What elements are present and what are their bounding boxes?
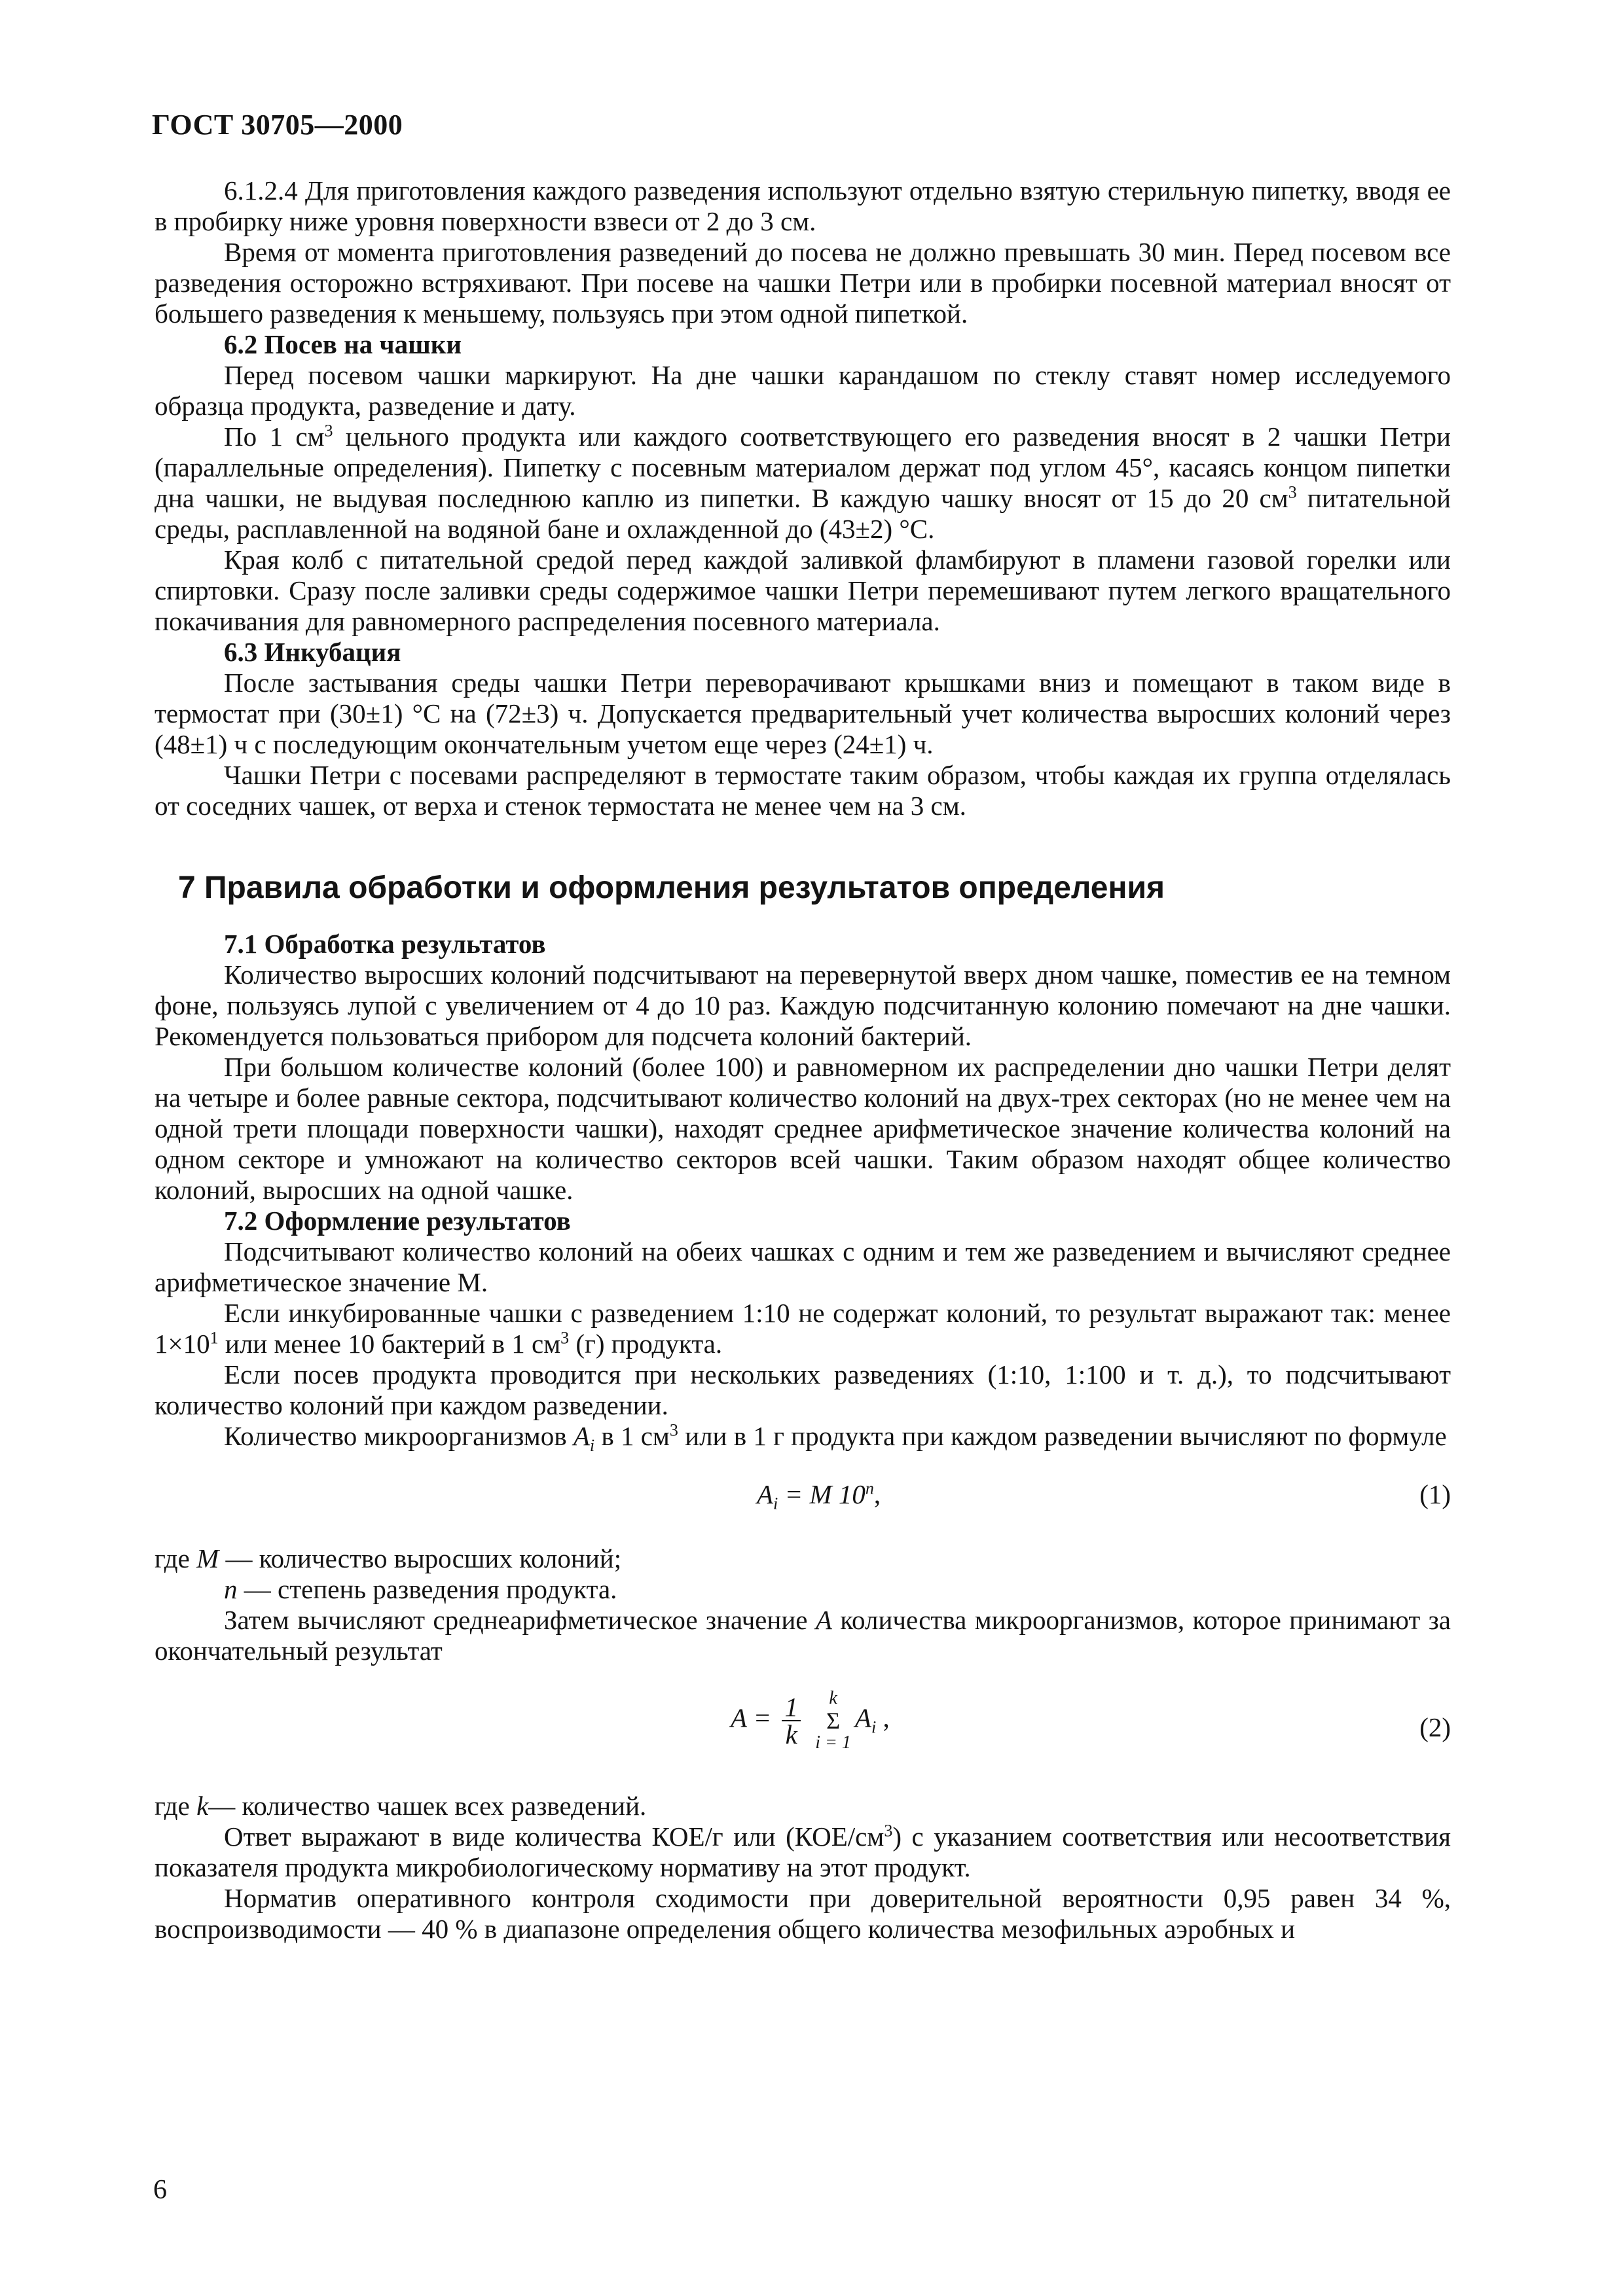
paragraph: Количество микроорганизмов $A_i$ в 1 $см^3$ или в 1 г продукта при каждом разведении вычисляют по формуле [224, 1420, 1447, 1456]
document-body [155, 175, 1451, 1945]
formula-2-expression: A = $\frac{1}{k}$ k Σ i = 1 $A_i$ , [731, 1688, 890, 1753]
paragraph: Если инкубированные чашки с разведением 1:10 не содержат колоний, то результат выражают так: менее $1\times 10^1$ или менее 10 бактерий в 1 $см^3$ (г) продукта. [155, 1298, 1451, 1359]
paragraph: Если посев продукта проводится при нескольких разведениях (1:10, 1:100 и т. д.), то подсчитывают количество колоний при каждом разведении. [155, 1359, 1451, 1420]
formula-1-number: (1) [1419, 1479, 1451, 1509]
where-clause: где M — количество выросших колоний; [155, 1543, 622, 1573]
formula-1-expression: $A_i = M$ 10$^n$, [757, 1479, 881, 1514]
subsection-heading-6-3: 6.3 Инкубация [224, 637, 401, 667]
page-number: 6 [153, 2175, 167, 2205]
where-clause: n — степень разведения продукта. [224, 1574, 617, 1604]
paragraph: Затем вычисляют среднеарифметическое значение A количества микроорганизмов, которое принимают за окончательный результат [155, 1605, 1451, 1666]
formula-2 [155, 1679, 1451, 1778]
paragraph: Чашки Петри с посевами распределяют в термостате таким образом, чтобы каждая их группа отделялась от соседних чашек, от верха и стенок термостата не менее чем на 3 см. [155, 760, 1451, 821]
standard-code: ГОСТ 30705—2000 [152, 109, 403, 141]
formula-2-number: (2) [1419, 1712, 1451, 1742]
paragraph: Края колб с питательной средой перед каждой заливкой фламбируют в пламени газовой горелки или спиртовки. Сразу после заливки среды содержимое чашки Петри перемешивают путем легкого вращательного покачивания для равномерного распределения посевного материала. [155, 545, 1451, 636]
subsection-heading-6-2: 6.2 Посев на чашки [224, 329, 462, 359]
paragraph: Ответ выражают в виде количества КОЕ/г или $(КОЕ/см^3)$ с указанием соответствия или несоответствия показателя продукта микробиологическому нормативу на этот продукт. [155, 1821, 1451, 1882]
paragraph: При большом количестве колоний (более 100) и равномерном их распределении дно чашки Петри делят на четыре и более равные сектора, подсчитывают количество колоний на двух-трех секторах (но не менее чем на одной трети площади поверхности чашки), находят среднее арифметическое значение количества колоний на одном секторе и умножают на количество секторов всей чашки. Таким образом находят общее количество колоний, выросших на одной чашке. [155, 1052, 1451, 1205]
paragraph: 6.1.2.4 Для приготовления каждого разведения используют отдельно взятую стерильную пипетку, вводя ее в пробирку ниже уровня поверхности взвеси от 2 до 3 см. [155, 175, 1451, 236]
paragraph: Подсчитывают количество колоний на обеих чашках с одним и тем же разведением и вычисляют среднее арифметическое значение М. [155, 1236, 1451, 1297]
paragraph: Перед посевом чашки маркируют. На дне чашки карандашом по стеклу ставят номер исследуемого образца продукта, разведение и дату. [155, 360, 1451, 421]
paragraph: После застывания среды чашки Петри переворачивают крышками вниз и помещают в таком виде в термостат при (30±1) °С на (72±3) ч. Допускается предварительный учет количества выросших колоний через (48±1) ч с последующим окончательным учетом еще через (24±1) ч. [155, 668, 1451, 759]
fraction: $\frac{1}{k}$ [782, 1694, 801, 1748]
paragraph: Норматив оперативного контроля сходимости при доверительной вероятности 0,95 равен 34 %, воспроизводимости — 40 % в диапазоне определения общего количества мезофильных аэробных и [155, 1883, 1451, 1944]
summation-sign: k Σ i = 1 [815, 1688, 851, 1753]
paragraph: Время от момента приготовления разведений до посева не должно превышать 30 мин. Перед посевом все разведения осторожно встряхивают. При посеве на чашки Петри или в пробирки посевной материал вносят от большего разведения к меньшему, пользуясь при этом одной пипеткой. [155, 237, 1451, 329]
paragraph: По 1 $см^3$ цельного продукта или каждого соответствующего его разведения вносят в 2 чашки Петри (параллельные определения). Пипетку с посевным материалом держат под углом 45°, касаясь концом пипетки дна чашки, не выдувая последнюю каплю из пипетки. В каждую чашку вносят от 15 до 20 $см^3$ питательной среды, расплавленной на водяной бане и охлажденной до (43±2) °С. [155, 421, 1451, 544]
paragraph: Количество выросших колоний подсчитывают на перевернутой вверх дном чашке, поместив ее на темном фоне, пользуясь лупой с увеличением от 4 до 10 раз. Каждую подсчитанную колонию помечают на дне чашки. Рекомендуется пользоваться прибором для подсчета колоний бактерий. [155, 960, 1451, 1051]
formula-1 [155, 1465, 1451, 1530]
section-title-7: 7 Правила обработки и оформления результатов определения [178, 870, 1165, 905]
subsection-heading-7-2: 7.2 Оформление результатов [224, 1206, 571, 1236]
where-clause: где k— количество чашек всех разведений. [155, 1791, 647, 1821]
subsection-heading-7-1: 7.1 Обработка результатов [224, 929, 546, 959]
